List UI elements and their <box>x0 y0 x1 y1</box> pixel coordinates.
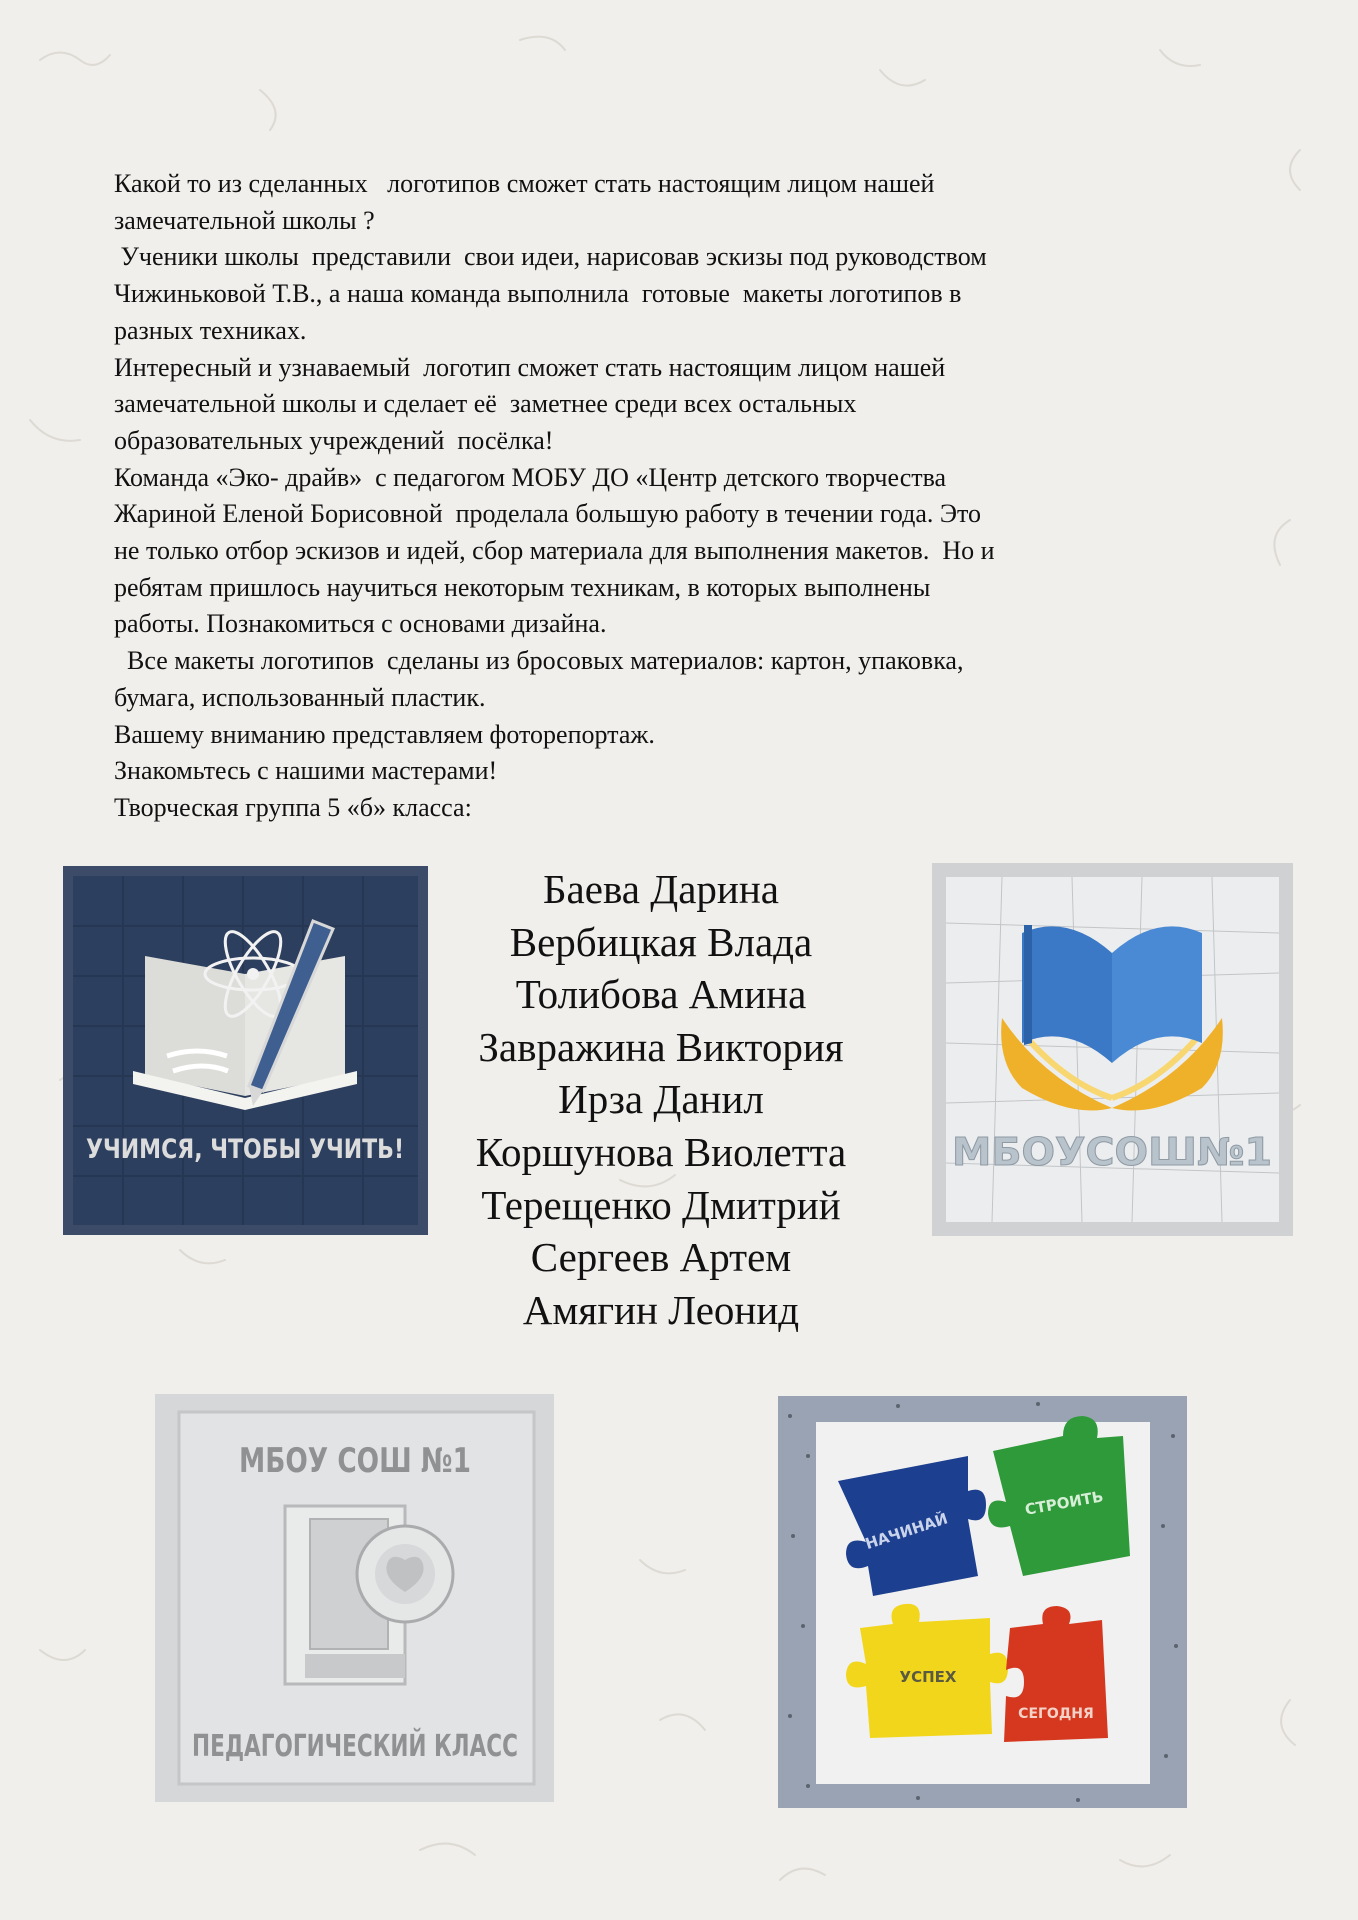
text-line: разных техниках. <box>114 315 307 345</box>
white-logo-top-text: МБОУ СОШ №1 <box>239 1441 471 1481</box>
team-member: Баева Дарина <box>543 866 779 912</box>
text-line: замечательной школы и сделает её заметнее среди всех остальных <box>114 389 857 419</box>
text-line: Творческая группа 5 «б» класса: <box>114 792 472 822</box>
text-line: не только отбор эскизов и идей, сбор материала для выполнения макетов. Но и <box>114 536 995 566</box>
team-member: Сергеев Артем <box>530 1234 792 1281</box>
text-line: Вашему вниманию представляем фоторепортаж. <box>114 719 655 749</box>
text-line: Какой то из сделанных логотипов сможет стать настоящим лицом нашей <box>114 169 935 198</box>
text-line: Знакомьтесь с нашими мастерами! <box>114 756 498 786</box>
team-member: Вербицкая Влада <box>509 918 813 965</box>
text-line: Ученики школы представили свои идеи, нарисовав эскизы под руководством <box>114 242 987 272</box>
text-line: Команда «Эко- драйв» с педагогом МОБУ ДО «Центр детского творчества <box>114 462 947 492</box>
team-member: Толибова Амина <box>515 971 807 1018</box>
text-line: образовательных учреждений посёлка! <box>114 425 554 455</box>
text-line: работы. Познакомиться с основами дизайна. <box>114 609 607 639</box>
mosaic-logo-photo <box>932 863 1293 1236</box>
team-member: Амягин Леонид <box>522 1286 800 1333</box>
team-member: Завражина Виктория <box>478 1023 844 1070</box>
text-line: Жариной Еленой Борисовной проделала большую работу в течении года. Это <box>114 499 982 529</box>
text-line: Все макеты логотипов сделаны из бросовых материалов: картон, упаковка, <box>114 646 964 676</box>
denim-logo-caption: УЧИМСЯ, ЧТОБЫ УЧИТЬ! <box>86 1134 404 1165</box>
article-text <box>114 166 1244 827</box>
puzzle-logo-photo <box>778 1396 1187 1808</box>
puzzle-piece-label: СЕГОДНЯ <box>1018 1706 1094 1722</box>
denim-logo-photo <box>63 866 428 1235</box>
team-member: Терещенко Дмитрий <box>481 1181 841 1228</box>
white-logo-bottom-text: ПЕДАГОГИЧЕСКИЙ КЛАСС <box>192 1729 646 1764</box>
team-member: Ирза Данил <box>558 1076 764 1123</box>
mosaic-logo-caption: МБОУСОШ№1 <box>952 1130 1272 1174</box>
text-line: Чижиньковой Т.В., а наша команда выполнила готовые макеты логотипов в <box>114 279 962 309</box>
team-member: Коршунова Виолетта <box>475 1128 847 1175</box>
text-line: замечательной школы ? <box>114 205 375 235</box>
puzzle-piece-label: НАЧИНАЙ <box>862 1509 950 1554</box>
white-logo-photo <box>155 1394 646 1802</box>
text-line: ребятам пришлось научиться некоторым техникам, в которых выполнены <box>114 572 931 602</box>
puzzle-piece-label: УСПЕХ <box>899 1668 957 1686</box>
team-members-list <box>420 863 902 1336</box>
text-line: бумага, использованный пластик. <box>114 682 486 712</box>
puzzle-piece-label: СТРОИТЬ <box>1023 1487 1105 1519</box>
text-line: Интересный и узнаваемый логотип сможет стать настоящим лицом нашей <box>114 352 946 382</box>
